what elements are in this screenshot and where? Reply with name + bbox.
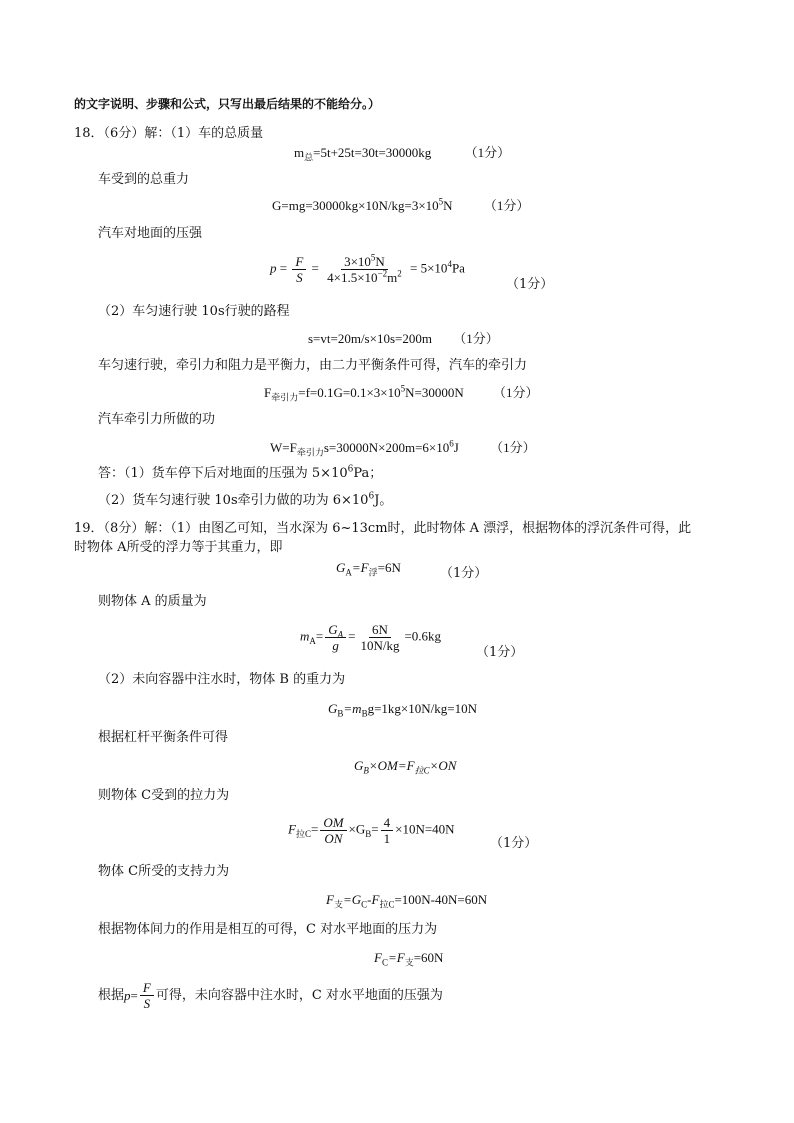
q18-pressure-equation: p = $\frac{F}{S}$ = $\frac{3\times 10^5N}{4\times 1.5\times 10^{-2}m^2}$ = $5\times 10^4Pa$ (270, 252, 465, 285)
q19-support-label: 物体 C所受的支持力为 (98, 864, 230, 879)
q19-pull-equation: $F_{拉C}=$ $\frac{OM}{ON}$ $\times G_B=$ $\frac{4}{1}$ ×10N=40N (288, 815, 455, 846)
q19-mutual-label: 根据物体间力的作用是相互的可得，C 对水平地面的压力为 (98, 922, 438, 937)
q19-line1: 19．（8分）解：（1）由图乙可知，当水深为 6~13cm时，此时物体 A 漂浮，根据物体的浮沉条件可得，此 (74, 521, 692, 536)
fraction: $\frac{6N}{10N/kg}$ (360, 622, 400, 653)
q19-last-line: 根据p= $\frac{F}{S}$ 可得，未向容器中注水时，C 对水平地面的压强为 (98, 980, 443, 1011)
score-label: （1分） (492, 385, 539, 400)
fraction: $\frac{4}{1}$ (381, 815, 394, 846)
q18-answer-1: 答：（1）货车停下后对地面的压强为 $5\times 10^6Pa$； (98, 464, 383, 481)
score-label: （1分） (483, 198, 530, 213)
q19-part2: （2）未向容器中注水时，物体 B 的重力为 (98, 672, 346, 687)
q19-mass-equation: $m_A=$ $\frac{G_A}{g}$ = $\frac{6N}{10N/kg}$ =0.6kg (300, 622, 442, 653)
fraction: $\frac{OM}{ON}$ (320, 815, 346, 846)
score-label: （1分） (464, 145, 511, 160)
q19-FC-equation: $F_C=F_支=60N$ (374, 950, 444, 968)
q19-pull-label: 则物体 C受到的拉力为 (98, 788, 230, 803)
fraction: $\frac{3\times 10^5N}{4\times 1.5\times 10^{-2}m^2}$ (327, 252, 402, 285)
q19-mass-label: 则物体 A 的质量为 (98, 594, 207, 609)
q18-gravity-label: 车受到的总重力 (98, 172, 190, 187)
score-label: （1分） (490, 836, 538, 851)
fraction: $\frac{G_A}{g}$ (325, 622, 346, 653)
q19-buoyancy-equation: $G_A=F_浮=6N$ (336, 560, 401, 578)
q19-GB-equation: $G_B=m_Bg=1kg\times 10N/kg=10N$ (328, 701, 477, 719)
q18-gravity-equation: $G=mg=30000kg\times 10N/kg=3\times 10^5N$ （1分） (272, 196, 530, 213)
q19-lever-equation: $G_B\times OM=F_{拉C}\times ON$ (354, 758, 457, 776)
q18-pressure-label: 汽车对地面的压强 (98, 226, 203, 241)
score-label: （1分） (490, 440, 536, 455)
q18-distance-equation: s=vt=20m/s×10s=200m （1分） (308, 331, 499, 346)
header-note: 的文字说明、步骤和公式，只写出最后结果的不能给分。） (74, 97, 381, 111)
fraction: $\frac{F}{S}$ (292, 254, 306, 285)
q19-support-equation: $F_支=G_C-F_{拉C}=100N-40N=60N$ (326, 892, 488, 910)
q18-mass-equation: $m_总=5t+25t=30t=30000kg$ （1分） (294, 145, 511, 163)
score-label: （1分） (440, 566, 488, 581)
score-label: （1分） (453, 331, 499, 346)
q18-balance-text: 车匀速行驶，牵引力和阻力是平衡力，由二力平衡条件可得，汽车的牵引力 (98, 358, 528, 373)
q18-work-equation: $W=F_{牵引力}s=30000N\times 200m=6\times 10^6J$ （1分） (270, 438, 536, 458)
score-label: （1分） (476, 645, 524, 660)
q19-line2: 时物体 A所受的浮力等于其重力，即 (74, 540, 283, 555)
score-label: （1分） (506, 277, 554, 292)
q18-traction-equation: $F_{牵引力}=f=0.1G=0.1\times 3\times 10^5N=30000N$ （1分） (264, 383, 539, 403)
fraction: $\frac{F}{S}$ (140, 980, 154, 1011)
q19-lever-label: 根据杠杆平衡条件可得 (98, 730, 229, 745)
q18-work-label: 汽车牵引力所做的功 (98, 412, 216, 427)
q18-intro: 18．（6分）解：（1）车的总质量 (74, 126, 264, 141)
q18-answer-2: （2）货车匀速行驶 10s牵引力做的功为 $6\times 10^6J$。 (98, 491, 393, 508)
q18-part2: （2）车匀速行驶 10s行驶的路程 (98, 304, 290, 319)
